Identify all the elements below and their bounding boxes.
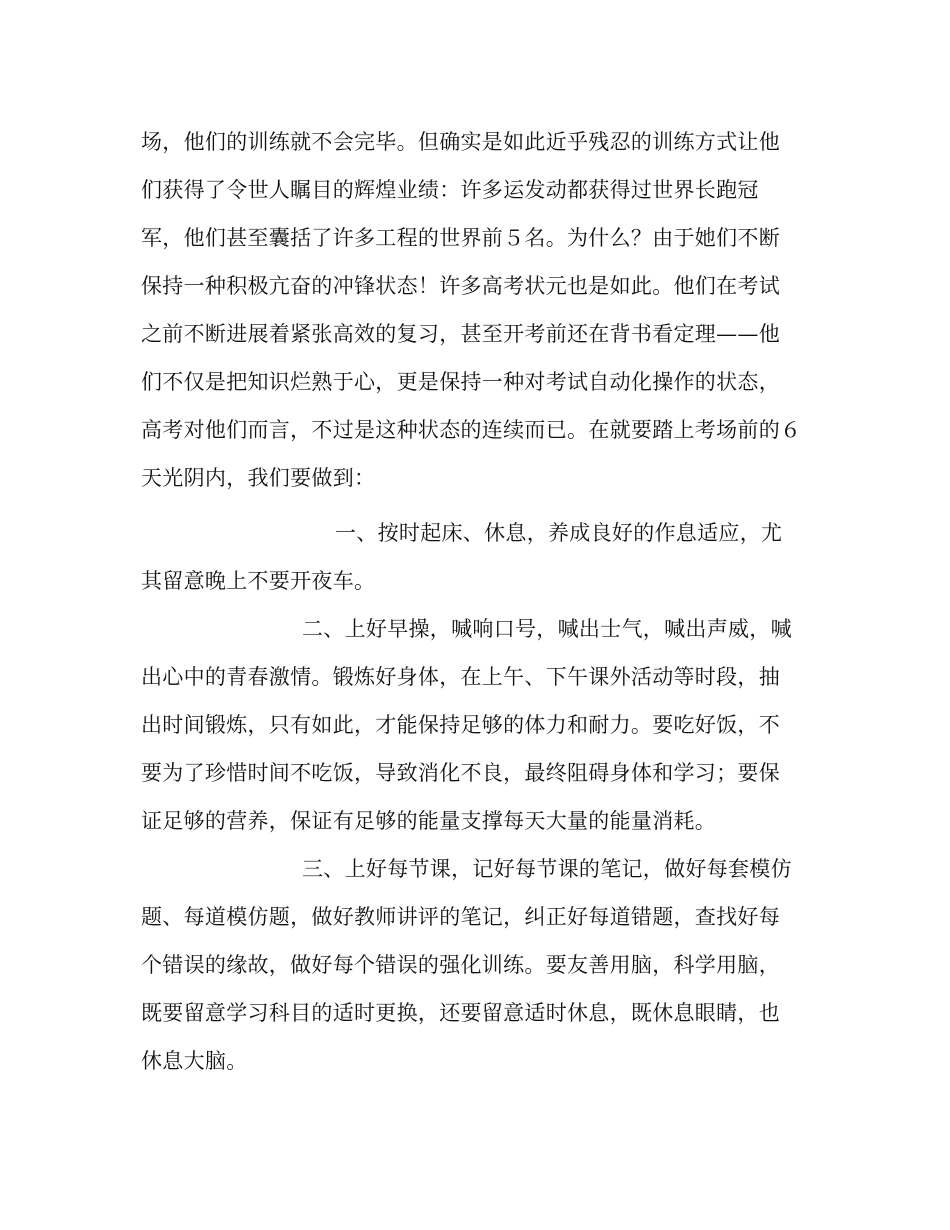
text-line: 既要留意学习科目的适时更换，还要留意适时休息，既休息眼睛，也	[141, 1001, 780, 1025]
text-line: 其留意晚上不要开夜车。	[141, 569, 376, 593]
text-line: 题、每道模仿题，做好教师讲评的笔记，纠正好每道错题，查找好每	[141, 905, 780, 929]
text-line: 场，他们的训练就不会完毕。但确实是如此近乎残忍的训练方式让他	[141, 130, 780, 154]
text-line: 保持一种积极亢奋的冲锋状态！许多高考状元也是如此。他们在考试	[141, 274, 780, 298]
text-line: 出时间锻炼，只有如此，才能保持足够的体力和耐力。要吃好饭，不	[141, 713, 780, 737]
text-line: 出心中的青春激情。锻炼好身体，在上午、下午课外活动等时段，抽	[141, 665, 780, 689]
text-line: 高考对他们而言，不过是这种状态的连续而已。在就要踏上考场前的６	[141, 418, 802, 442]
text-line: 之前不断进展着紧张高效的复习，甚至开考前还在背书看定理——他	[141, 322, 780, 346]
text-line: 要为了珍惜时间不吃饭，导致消化不良，最终阻碍身体和学习；要保	[141, 761, 780, 785]
section-heading-line: 二、上好早操，喊响口号，喊出士气，喊出声威，喊	[302, 617, 792, 641]
text-line: 证足够的营养，保证有足够的能量支撑每天大量的能量消耗。	[141, 809, 717, 833]
text-line: 休息大脑。	[141, 1049, 248, 1073]
text-line: 们获得了令世人瞩目的辉煌业绩：许多运发动都获得过世界长跑冠	[141, 178, 759, 202]
text-line: 军，他们甚至囊括了许多工程的世界前５名。为什么？由于她们不断	[141, 226, 780, 250]
text-line: 个错误的缘故，做好每个错误的强化训练。要友善用脑，科学用脑，	[141, 953, 780, 977]
text-line: 天光阴内，我们要做到：	[141, 466, 376, 490]
section-heading-line: 一、按时起床、休息，养成良好的作息适应，尤	[335, 521, 783, 545]
text-line: 们不仅是把知识烂熟于心，更是保持一种对考试自动化操作的状态，	[141, 370, 780, 394]
section-heading-line: 三、上好每节课，记好每节课的笔记，做好每套模仿	[302, 857, 792, 881]
